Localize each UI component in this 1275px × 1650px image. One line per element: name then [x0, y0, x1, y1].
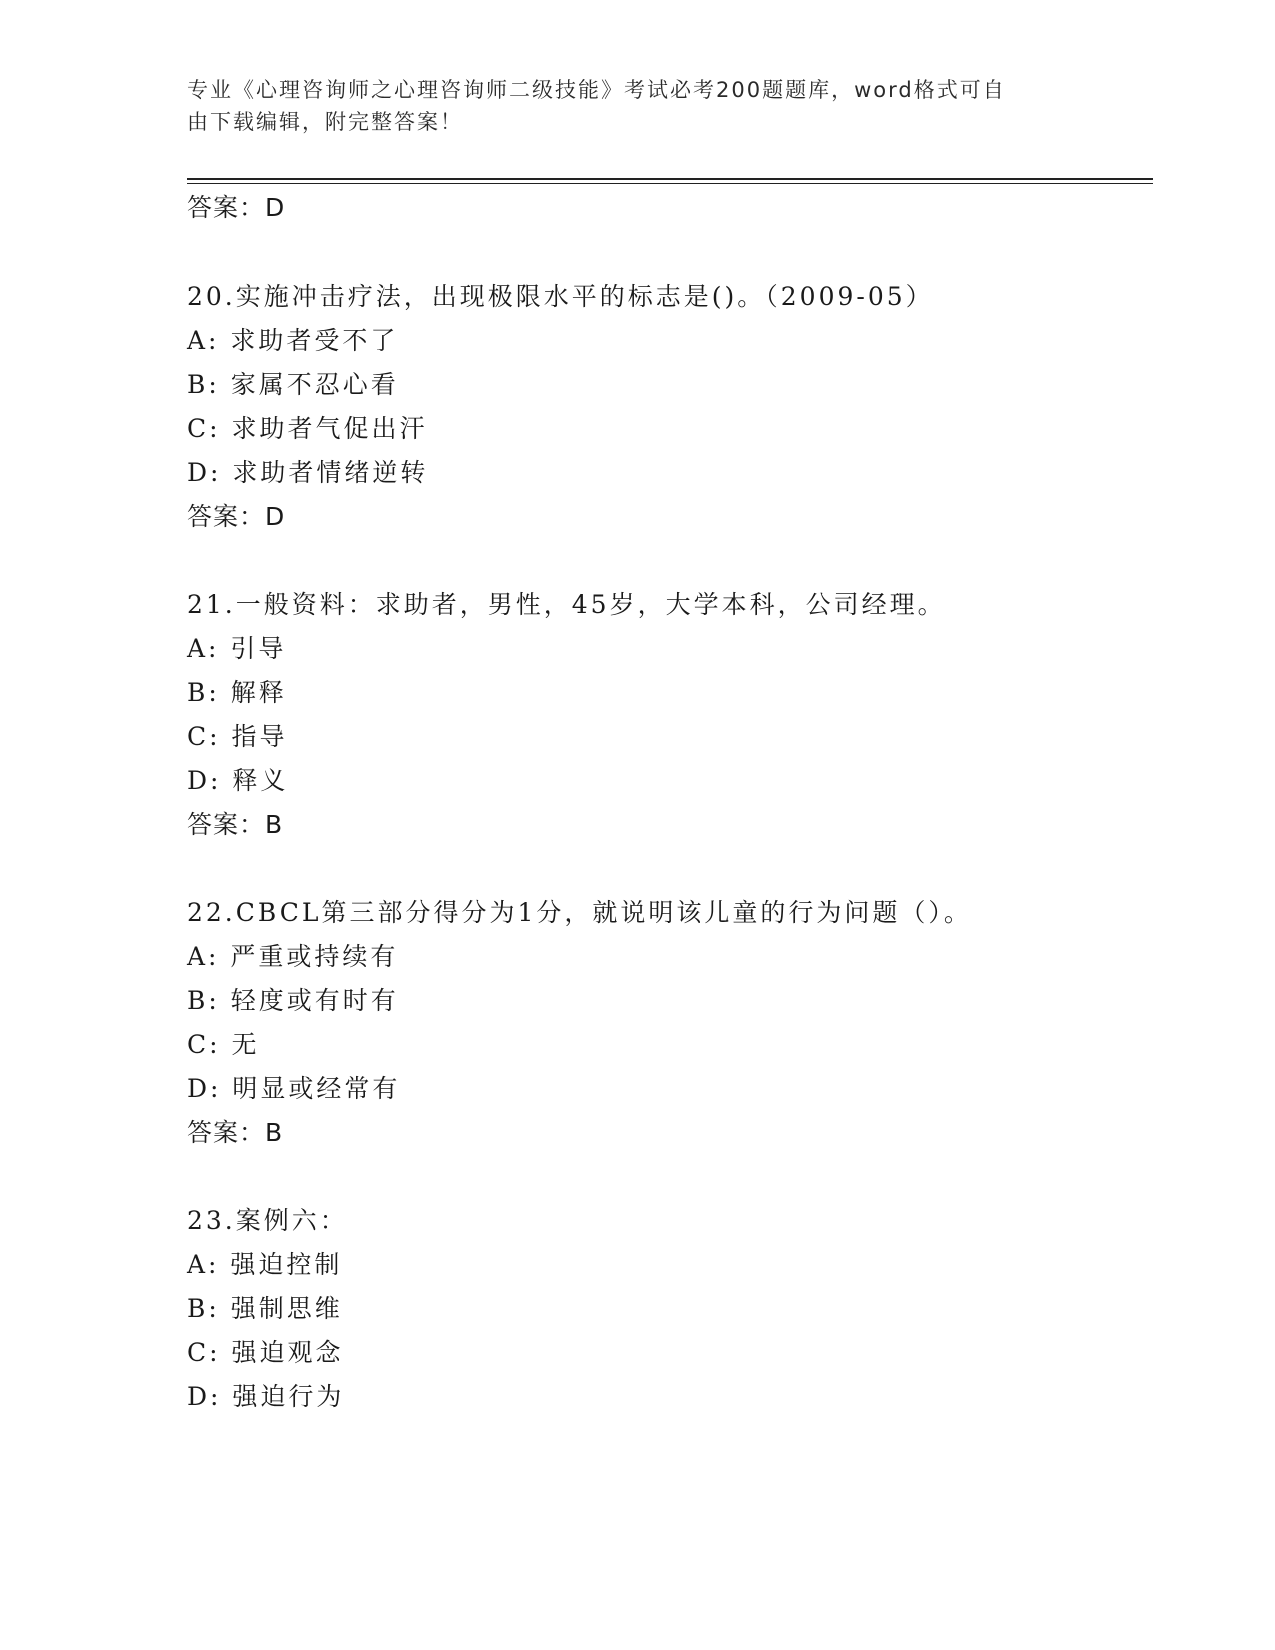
question-20-option-a: A: 求助者受不了: [187, 326, 399, 355]
page-header: [187, 74, 1067, 138]
question-21-option-a: A: 引导: [187, 634, 287, 663]
question-23-option-c: C: 强迫观念: [187, 1338, 344, 1367]
question-22: 22.CBCL第三部分得分为1分，就说明该儿童的行为问题（）。: [187, 898, 972, 927]
question-20: 20.实施冲击疗法，出现极限水平的标志是()。（2009-05）: [187, 282, 934, 311]
header-line-1: 专业《心理咨询师之心理咨询师二级技能》考试必考200题题库，word格式可自: [187, 78, 1006, 102]
header-rule-thick: [187, 178, 1153, 180]
question-21: 21.一般资料：求助者，男性，45岁，大学本科，公司经理。: [187, 590, 946, 619]
header-rule-thin: [187, 183, 1153, 184]
question-21-option-d: D: 释义: [187, 766, 289, 795]
question-23-option-a: A: 强迫控制: [187, 1250, 343, 1279]
question-23-option-d: D: 强迫行为: [187, 1382, 345, 1411]
question-20-option-d: D: 求助者情绪逆转: [187, 458, 429, 487]
question-21-option-b: B: 解释: [187, 678, 287, 707]
question-22-option-c: C: 无: [187, 1030, 260, 1059]
question-22-option-d: D: 明显或经常有: [187, 1074, 401, 1103]
question-20-answer: 答案：D: [187, 502, 286, 531]
header-line-2: 由下载编辑，附完整答案！: [187, 110, 463, 134]
question-22-option-b: B: 轻度或有时有: [187, 986, 399, 1015]
question-22-option-a: A: 严重或持续有: [187, 942, 399, 971]
question-21-option-c: C: 指导: [187, 722, 288, 751]
question-23-option-b: B: 强制思维: [187, 1294, 343, 1323]
question-20-option-b: B: 家属不忍心看: [187, 370, 399, 399]
question-23: 23.案例六：: [187, 1206, 348, 1235]
question-20-option-c: C: 求助者气促出汗: [187, 414, 428, 443]
question-21-answer: 答案：B: [187, 810, 284, 839]
question-22-answer: 答案：B: [187, 1118, 284, 1147]
previous-answer: 答案：D: [187, 193, 286, 222]
